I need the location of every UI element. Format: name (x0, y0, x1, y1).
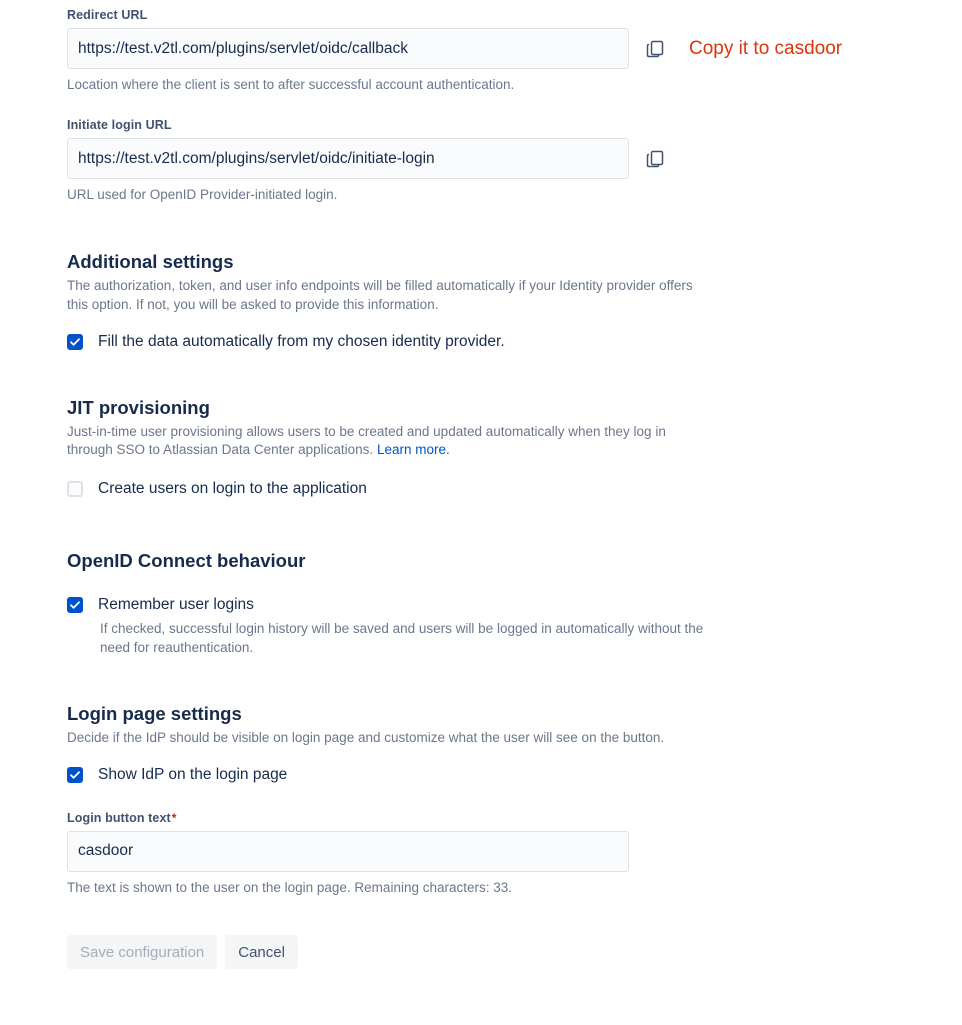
remember-user-logins-checkbox-row[interactable] (67, 595, 962, 614)
show-idp-checkbox-row[interactable] (67, 765, 962, 784)
show-idp-label: Show IdP on the login page (98, 766, 288, 784)
additional-settings-description: The authorization, token, and user info endpoints will be filled automatically if your Identity provider offers this option. If not, you will be asked to provide this information. (67, 278, 693, 312)
create-users-on-login-checkbox[interactable] (67, 481, 83, 497)
cancel-button[interactable]: Cancel (225, 935, 298, 969)
remember-user-logins-help: If checked, successful login history will be saved and users will be logged in automatically without the need for reauthentication. (100, 621, 704, 656)
copy-annotation: Copy it to casdoor (689, 37, 843, 59)
login-button-text-field-group (67, 811, 962, 897)
initiate-login-url-input[interactable] (67, 138, 629, 179)
fill-data-automatically-label: Fill the data automatically from my chosen identity provider. (98, 332, 505, 350)
jit-provisioning-section (67, 397, 962, 498)
initiate-login-url-label: Initiate login URL (67, 118, 172, 133)
initiate-login-url-row (67, 138, 962, 179)
oidc-behaviour-title: OpenID Connect behaviour (67, 550, 306, 572)
jit-provisioning-description-text: Just-in-time user provisioning allows users to be created and updated automatically when they log in through SSO to Atlassian Data Center applications. (67, 424, 666, 458)
redirect-url-field-group (67, 8, 962, 94)
additional-settings-title: Additional settings (67, 251, 234, 273)
additional-settings-section (67, 251, 962, 351)
initiate-login-url-help: URL used for OpenID Provider-initiated login. (67, 187, 338, 203)
create-users-on-login-label: Create users on login to the application (98, 479, 367, 497)
login-button-text-label-text: Login button text (67, 810, 171, 825)
initiate-login-url-field-group (67, 118, 962, 204)
required-indicator: * (171, 810, 177, 825)
oidc-behaviour-section (67, 550, 962, 658)
create-users-on-login-checkbox-row[interactable] (67, 479, 962, 498)
login-button-text-input[interactable] (67, 831, 629, 872)
redirect-url-label: Redirect URL (67, 8, 148, 22)
jit-provisioning-description (67, 423, 707, 459)
login-button-text-row (67, 831, 962, 872)
jit-learn-more-link[interactable]: Learn more. (376, 442, 450, 458)
remember-user-logins-checkbox[interactable] (67, 597, 83, 613)
redirect-url-input[interactable] (67, 28, 629, 69)
login-button-text-help: The text is shown to the user on the login page. Remaining characters: 33. (67, 879, 513, 895)
copy-icon[interactable] (643, 37, 667, 61)
login-page-settings-title: Login page settings (67, 703, 242, 725)
login-button-text-label (67, 811, 962, 825)
login-page-settings-section (67, 703, 962, 897)
redirect-url-help: Location where the client is sent to after successful account authentication. (67, 77, 515, 92)
remember-user-logins-label: Remember user logins (98, 596, 254, 614)
login-page-settings-description: Decide if the IdP should be visible on login page and customize what the user will see on the button. (67, 730, 665, 746)
form-actions (67, 935, 962, 969)
fill-data-automatically-checkbox[interactable] (67, 334, 83, 350)
fill-data-automatically-checkbox-row[interactable] (67, 332, 962, 351)
copy-icon[interactable] (643, 147, 667, 171)
show-idp-checkbox[interactable] (67, 767, 83, 783)
jit-provisioning-title: JIT provisioning (67, 397, 210, 419)
save-configuration-button[interactable]: Save configuration (67, 935, 217, 969)
redirect-url-row (67, 28, 962, 69)
